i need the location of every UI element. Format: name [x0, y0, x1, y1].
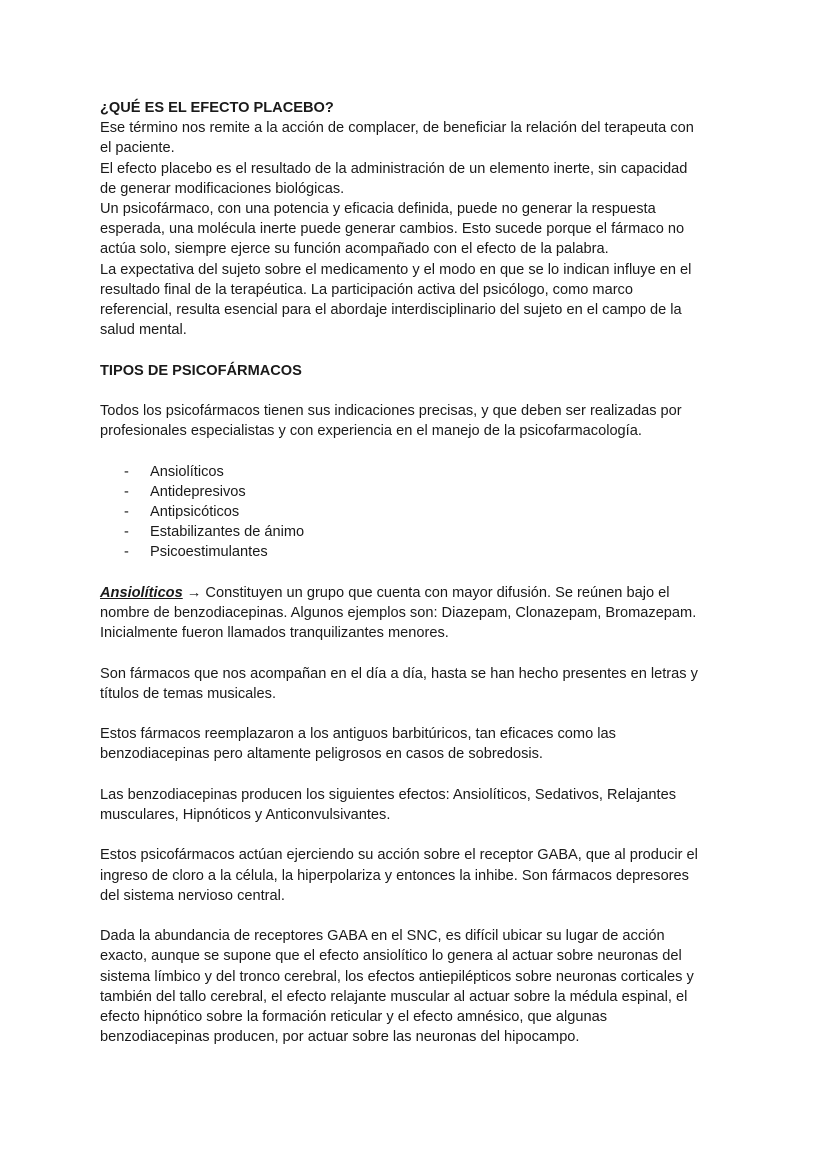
tipos-heading: TIPOS DE PSICOFÁRMACOS [100, 362, 302, 379]
text-line: benzodiacepinas producen, por actuar sobre las neuronas del hipocampo. [100, 1029, 580, 1046]
list-item [100, 522, 740, 542]
text-line [100, 583, 740, 603]
text-line: La expectativa del sujeto sobre el medicamento y el modo en que se lo indican influye en el [100, 261, 692, 278]
spacer [100, 765, 740, 785]
list-item-label: Antidepresivos [150, 483, 246, 500]
text-line: Estos fármacos reemplazaron a los antiguos barbitúricos, tan eficaces como las [100, 726, 616, 743]
list-item [100, 502, 740, 522]
list-item-label: Psicoestimulantes [150, 544, 268, 561]
spacer [100, 906, 740, 926]
list-item-label: Antipsicóticos [150, 503, 240, 520]
psicofarmacos-list [100, 462, 740, 563]
ansioliticos-paragraph-1 [100, 583, 740, 644]
list-item [100, 482, 740, 502]
text-line: Todos los psicofármacos tienen sus indicaciones precisas, y que deben ser realizadas por [100, 403, 682, 420]
text-line: Un psicofármaco, con una potencia y eficacia definida, puede no generar la respuesta [100, 201, 656, 218]
dash-bullet: - [124, 544, 129, 561]
text-line: Las benzodiacepinas producen los siguientes efectos: Ansiolíticos, Sedativos, Relajantes [100, 786, 676, 803]
text-line: títulos de temas musicales. [100, 685, 277, 702]
text-line: resultado final de la terapéutica. La participación activa del psicólogo, como marco [100, 281, 633, 298]
text-line: Dada la abundancia de receptores GABA en el SNC, es difícil ubicar su lugar de acción [100, 928, 665, 945]
ansioliticos-paragraph-4 [100, 785, 740, 825]
ansioliticos-lead-text: → Constituyen un grupo que cuenta con mayor difusión. Se reúnen bajo el [182, 584, 670, 601]
text-line: Inicialmente fueron llamados tranquilizantes menores. [100, 625, 449, 642]
text-line: musculares, Hipnóticos y Anticonvulsivantes. [100, 806, 391, 823]
text-line: el paciente. [100, 140, 175, 157]
text-line: efecto hipnótico sobre la formación reticular y el efecto amnésico, que algunas [100, 1008, 608, 1025]
dash-bullet: - [124, 463, 129, 480]
text-line: del sistema nervioso central. [100, 887, 285, 904]
text-line: profesionales especialistas y con experiencia en el manejo de la psicofarmacología. [100, 423, 642, 440]
ansioliticos-term: Ansiolíticos [100, 584, 183, 601]
text-line: sistema límbico y del tronco cerebral, los efectos antiepilépticos sobre neuronas corticales y [100, 968, 694, 985]
text-line: referencial, resulta esencial para el abordaje interdisciplinario del sujeto en el campo de la [100, 302, 682, 319]
text-line: El efecto placebo es el resultado de la administración de un elemento inerte, sin capacidad [100, 160, 688, 177]
text-line: ingreso de cloro a la célula, la hiperpolariza y entonces la inhibe. Son fármacos depresores [100, 867, 689, 884]
text-line: Ese término nos remite a la acción de complacer, de beneficiar la relación del terapeuta con [100, 120, 694, 137]
list-item-label: Estabilizantes de ánimo [150, 524, 305, 541]
ansioliticos-paragraph-2 [100, 664, 740, 704]
list-item-label: Ansiolíticos [150, 463, 224, 480]
ansioliticos-paragraph-6 [100, 926, 740, 1047]
list-item [100, 542, 740, 562]
dash-bullet: - [124, 503, 129, 520]
spacer [100, 643, 740, 663]
text-line: nombre de benzodiacepinas. Algunos ejemplos son: Diazepam, Clonazepam, Bromazepam. [100, 604, 697, 621]
placebo-heading: ¿QUÉ ES EL EFECTO PLACEBO? [100, 100, 334, 116]
spacer [100, 704, 740, 724]
ansioliticos-paragraph-5 [100, 845, 740, 906]
spacer [100, 381, 740, 401]
text-line: salud mental. [100, 322, 187, 339]
text-line: Estos psicofármacos actúan ejerciendo su acción sobre el receptor GABA, que al producir el [100, 847, 698, 864]
spacer [100, 825, 740, 845]
ansioliticos-paragraph-3 [100, 724, 740, 764]
dash-bullet: - [124, 483, 129, 500]
placebo-paragraph [100, 118, 740, 340]
text-line: Son fármacos que nos acompañan en el día a día, hasta se han hecho presentes en letras y [100, 665, 698, 682]
tipos-intro-paragraph [100, 401, 740, 441]
text-line: actúa solo, siempre ejerce su función acompañado con el efecto de la palabra. [100, 241, 609, 258]
document-page [100, 98, 740, 1047]
spacer [100, 563, 740, 583]
dash-bullet: - [124, 524, 129, 541]
list-item [100, 462, 740, 482]
text-line: benzodiacepinas pero altamente peligrosos en casos de sobredosis. [100, 746, 543, 763]
spacer [100, 340, 740, 360]
text-line: también del tallo cerebral, el efecto relajante muscular al actuar sobre la médula espinal, el [100, 988, 688, 1005]
text-line: esperada, una molécula inerte puede generar cambios. Esto sucede porque el fármaco no [100, 221, 685, 238]
text-line: de generar modificaciones biológicas. [100, 180, 345, 197]
text-line: exacto, aunque se supone que el efecto ansiolítico lo genera al actuar sobre neuronas del [100, 948, 682, 965]
spacer [100, 441, 740, 461]
